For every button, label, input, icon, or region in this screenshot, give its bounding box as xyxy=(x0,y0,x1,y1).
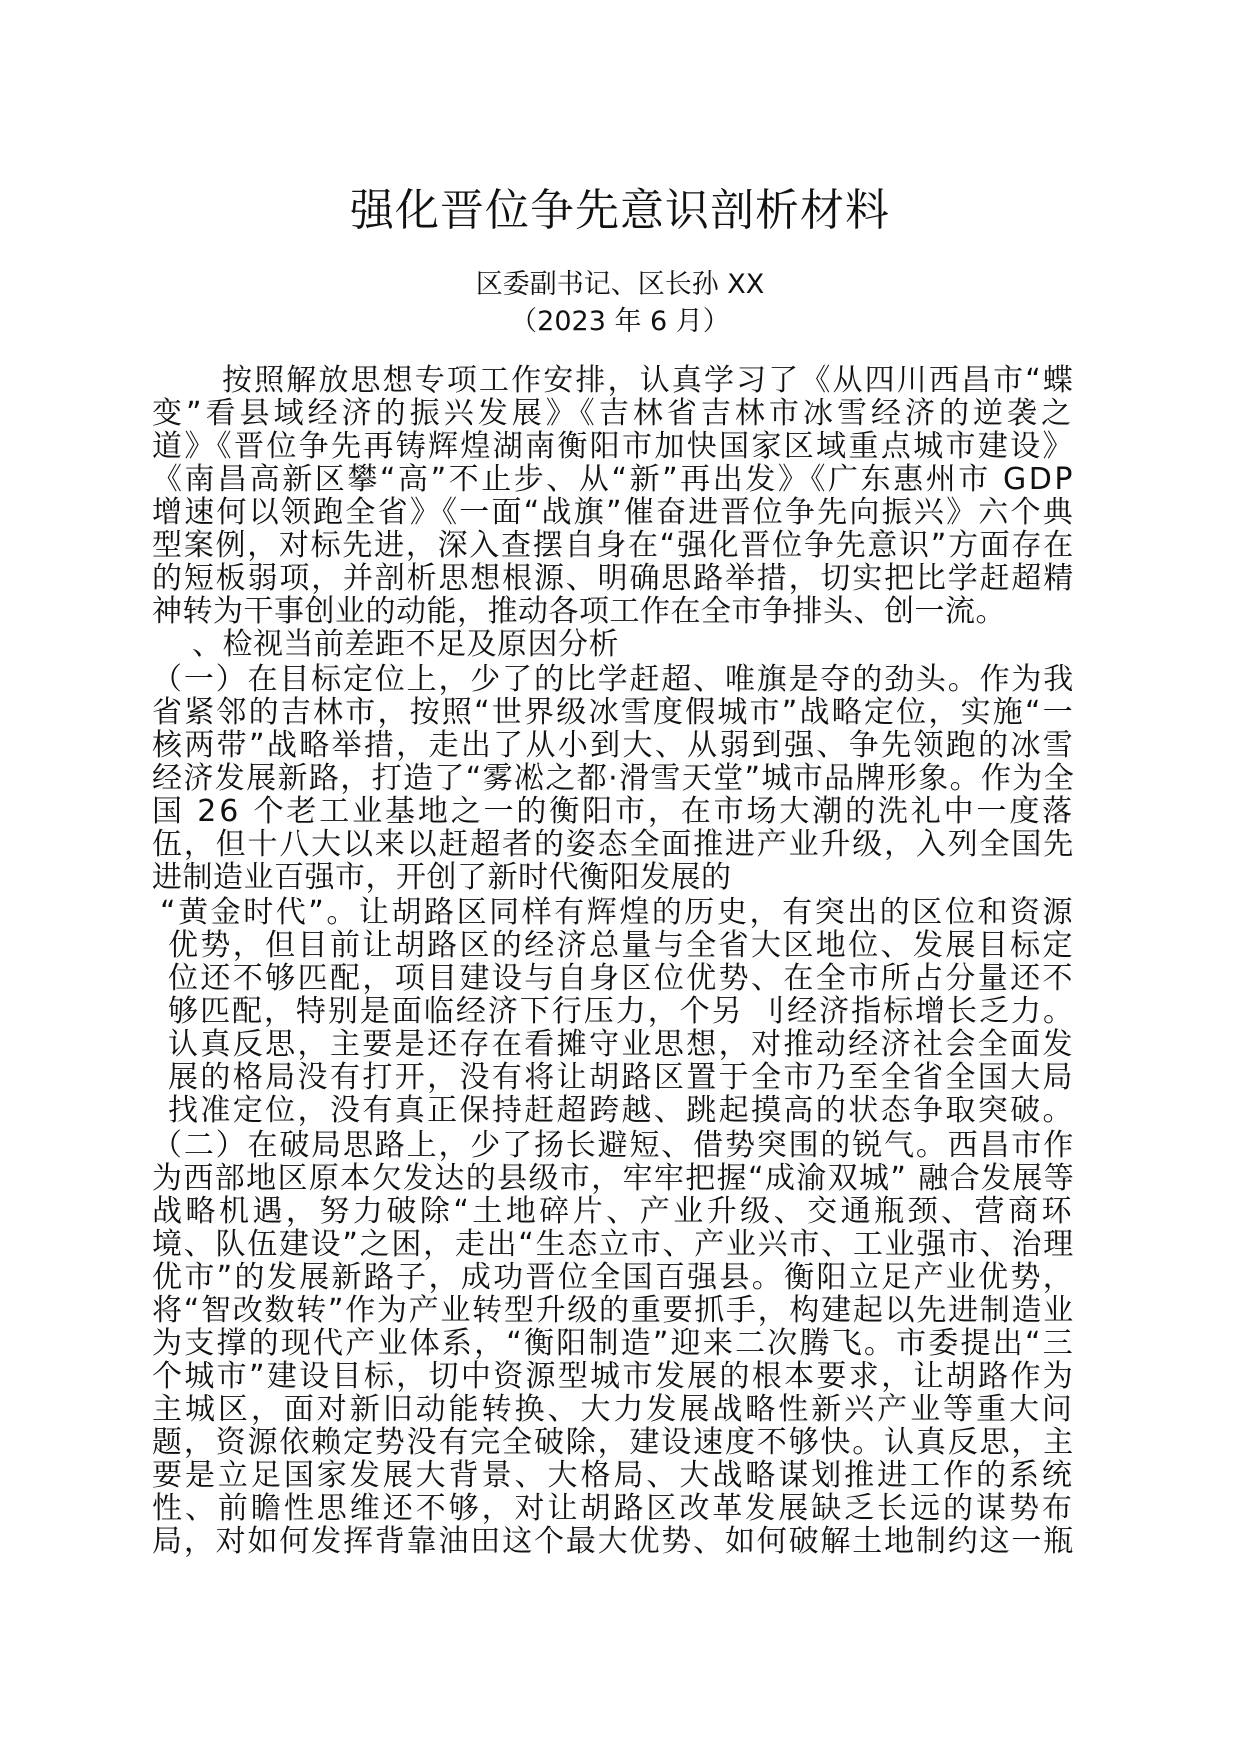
body-text-line: 优市”的发展新路子，成功晋位全国百强县。衡阳立足产业优势， xyxy=(152,1260,1076,1295)
body-text-line: 增速何以领跑全省》《一面“战旗”催奋进晋位争先向振兴》六个典 xyxy=(152,495,1075,530)
body-text-line: 将“智改数转”作为产业转型升级的重要抓手，构建起以先进制造业 xyxy=(152,1293,1075,1328)
body-text-line: 道》《晋位争先再铸辉煌湖南衡阳市加快国家区域重点城市建设》 xyxy=(152,429,1075,464)
body-text-line: 伍，但十八大以来以赶超者的姿态全面推进产业升级，入列全国先 xyxy=(152,827,1076,862)
body-text-line: 主城区，面对新旧动能转换、大力发展战略性新兴产业等重大问 xyxy=(152,1392,1075,1427)
body-text-line: 优势，但目前让胡路区的经济总量与全省大区地位、发展目标定 xyxy=(168,928,1075,963)
body-text-line: 《南昌高新区攀“高”不止步、从“新”再出发》《广东惠州市 GDP xyxy=(152,462,1076,497)
body-text-line: 够匹配，特别是面临经济下行压力，个另 刂经济指标增长乏力。 xyxy=(168,994,1075,1029)
body-text-line: 位还不够匹配，项目建设与自身区位优势、在全市所占分量还不 xyxy=(168,961,1075,996)
body-text-line: 、检视当前差距不足及原因分析 xyxy=(192,627,619,662)
body-text-line: 变”看县域经济的振兴发展》《吉林省吉林市冰雪经济的逆袭之 xyxy=(152,396,1076,431)
body-text-line: “黄金时代”。让胡路区同样有辉煌的历史，有突出的区位和资源 xyxy=(160,895,1076,930)
body-text-line: （一）在目标定位上，少了的比学赶超、唯旗是夺的劲头。作为我 xyxy=(152,662,1076,697)
body-text-line: 战略机遇，努力破除“土地碎片、产业升级、交通瓶颈、营商环 xyxy=(152,1194,1075,1229)
body-text-line: 的短板弱项，并剖析思想根源、明确思路举措，切实把比学赶超精 xyxy=(152,561,1076,596)
body-text-line: 认真反思，主要是还存在看摊守业思想，对推动经济社会全面发 xyxy=(168,1027,1075,1062)
body-text-line: 型案例，对标先进，深入查摆自身在“强化晋位争先意识”方面存在 xyxy=(152,528,1075,563)
body-text-line: 为西部地区原本欠发达的县级市，牢牢把握“成渝双城” 融合发展等 xyxy=(152,1161,1076,1196)
body-text-line: （二）在破局思路上，少了扬长避短、借势突围的锐气。西昌市作 xyxy=(152,1128,1076,1163)
body-text-line: 进制造业百强市，开创了新时代衡阳发展的 xyxy=(152,860,732,895)
body-text-line: 题，资源依赖定势没有完全破除，建设速度不够快。认真反思，主 xyxy=(152,1425,1076,1460)
body-text-line: 按照解放思想专项工作安排，认真学习了《从四川西昌市“蝶 xyxy=(222,363,1076,398)
body-text-line: 局，对如何发挥背靠油田这个最大优势、如何破解土地制约这一瓶 xyxy=(152,1524,1076,1559)
body-text-line: 找准定位，没有真正保持赶超跨越、跳起摸高的状态争取突破。 xyxy=(168,1093,1075,1128)
body-text-line: 为支撑的现代产业体系，“衡阳制造”迎来二次腾飞。市委提出“三 xyxy=(152,1326,1075,1361)
body-text-line: 国 26 个老工业基地之一的衡阳市，在市场大潮的洗礼中一度落 xyxy=(152,794,1076,829)
document-author: 区委副书记、区长孙 XX xyxy=(475,269,765,300)
document-date: （2023 年 6 月） xyxy=(510,306,730,337)
document-title: 强化晋位争先意识剖析材料 xyxy=(350,185,890,236)
body-text-line: 性、前瞻性思维还不够，对让胡路区改革发展缺乏长远的谋势布 xyxy=(152,1491,1075,1526)
body-text-line: 要是立足国家发展大背景、大格局、大战略谋划推进工作的系统 xyxy=(152,1458,1075,1493)
body-text-line: 境、队伍建设”之困，走出“生态立市、产业兴市、工业强市、治理 xyxy=(152,1227,1075,1262)
body-text-line: 省紧邻的吉林市，按照“世界级冰雪度假城市”战略定位，实施“一 xyxy=(152,695,1075,730)
body-text-line: 核两带”战略举措，走出了从小到大、从弱到强、争先领跑的冰雪 xyxy=(152,728,1076,763)
body-text-line: 神转为干事创业的动能，推动各项工作在全市争排头、创一流。 xyxy=(152,594,1006,629)
body-text-line: 展的格局没有打开，没有将让胡路区置于全市乃至全省全国大局 xyxy=(168,1060,1075,1095)
body-text-line: 个城市”建设目标，切中资源型城市发展的根本要求，让胡路作为 xyxy=(152,1359,1076,1394)
body-text-line: 经济发展新路，打造了“雾凇之都·滑雪天堂”城市品牌形象。作为全 xyxy=(152,761,1076,796)
